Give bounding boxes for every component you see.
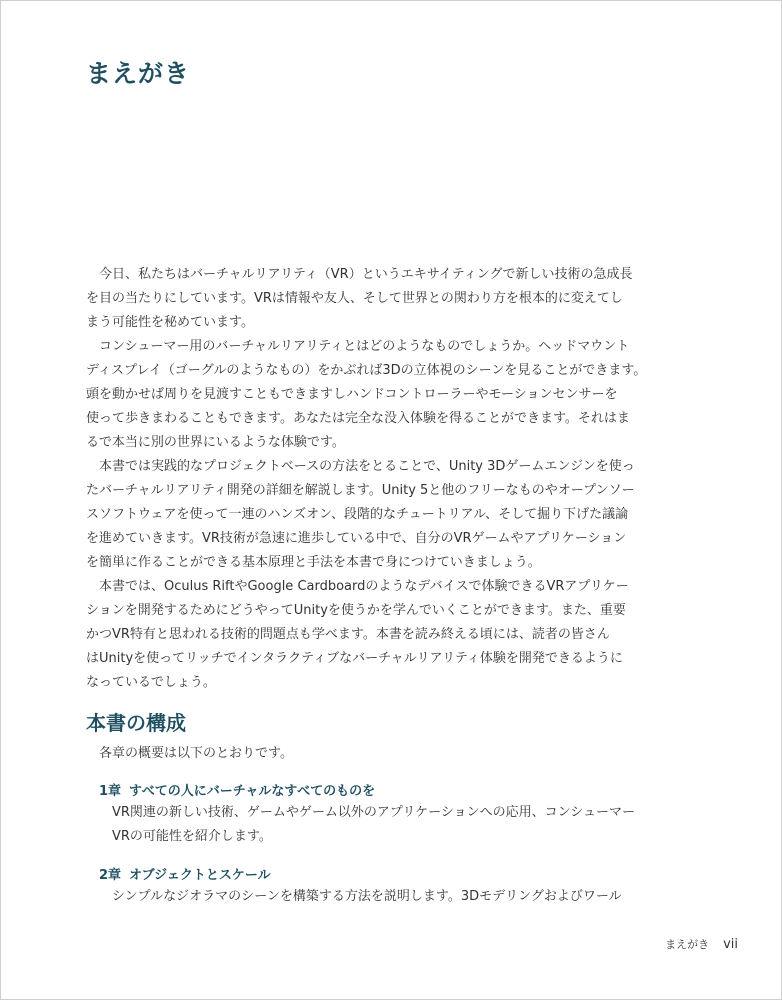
- text-line: 使って歩きまわることもできます。あなたは完全な没入体験を得ることができます。それはま: [86, 411, 630, 426]
- chapter-description: [99, 885, 622, 909]
- page-footer: [665, 936, 738, 952]
- paragraph: [86, 263, 633, 335]
- text-line: 本書では、Oculus RiftやGoogle Cardboardのようなデバイスで体験できるVRアプリケー: [99, 579, 629, 594]
- text-line: を進めていきます。VR技術が急速に進歩している中で、自分のVRゲームやアプリケーション: [86, 531, 627, 546]
- section-intro: 各章の概要は以下のとおりです。: [99, 746, 293, 761]
- text-line: なっているでしょう。: [86, 675, 216, 690]
- page-title: まえがき: [86, 59, 191, 88]
- text-line: を簡単に作ることができる基本原理と手法を本書で身につけていきましょう。: [86, 555, 541, 570]
- text-line: 本書では実践的なプロジェクトベースの方法をとることで、Unity 3Dゲームエンジンを使っ: [99, 459, 635, 474]
- chapter-title: [99, 780, 579, 799]
- text-line: コンシューマー用のバーチャルリアリティとはどのようなものでしょうか。ヘッドマウント: [99, 339, 630, 354]
- text-line: を目の当たりにしています。VRは情報や友人、そして世界との関わり方を根本的に変えてし: [86, 291, 623, 306]
- text-line: たバーチャルリアリティ開発の詳細を解説します。Unity 5と他のフリーなものやオープンソー: [86, 483, 635, 498]
- chapter-entry: [99, 780, 636, 849]
- text-line: 頭を動かせば周りを見渡すこともできますしハンドコントローラーやモーションセンサーを: [86, 387, 618, 402]
- chapter-number: 2章: [99, 868, 122, 883]
- paragraph: [86, 575, 629, 695]
- section-heading: 本書の構成: [86, 711, 186, 735]
- text-line: VR関連の新しい技術、ゲームやゲーム以外のアプリケーションへの応用、コンシューマー: [112, 805, 636, 820]
- text-line: かつVR特有と思われる技術的問題点も学べます。本書を読み終える頃には、読者の皆さん: [86, 627, 610, 642]
- text-line: ションを開発するためにどうやってUnityを使うかを学んでいくことができます。また、重要: [86, 603, 626, 618]
- text-line: スソフトウェアを使って一連のハンズオン、段階的なチュートリアル、そして掘り下げた議論: [86, 507, 629, 522]
- page-number: vii: [723, 937, 738, 952]
- text-line: まう可能性を秘めています。: [86, 315, 254, 330]
- chapter-description: [99, 801, 636, 849]
- chapter-title: [99, 864, 579, 883]
- chapter-name: オブジェクトとスケール: [129, 868, 271, 883]
- text-line: るで本当に別の世界にいるような体験です。: [86, 435, 345, 450]
- chapter-name: すべての人にバーチャルなすべてのものを: [129, 784, 376, 799]
- chapter-entry: [99, 864, 622, 909]
- chapter-number: 1章: [99, 784, 122, 799]
- paragraph: [86, 455, 635, 575]
- text-line: シンプルなジオラマのシーンを構築する方法を説明します。3Dモデリングおよびワール: [112, 889, 622, 904]
- text-line: VRの可能性を紹介します。: [112, 829, 272, 844]
- preface-body: [86, 263, 647, 695]
- text-line: はUnityを使ってリッチでインタラクティブなバーチャルリアリティ体験を開発できるように: [86, 651, 623, 666]
- running-title: まえがき: [665, 938, 710, 951]
- text-line: ディスプレイ（ゴーグルのようなもの）をかぶれば3Dの立体視のシーンを見ることができます。: [86, 363, 647, 378]
- paragraph: [86, 335, 647, 455]
- text-line: 今日、私たちはバーチャルリアリティ（VR）というエキサイティングで新しい技術の急成長: [99, 267, 633, 282]
